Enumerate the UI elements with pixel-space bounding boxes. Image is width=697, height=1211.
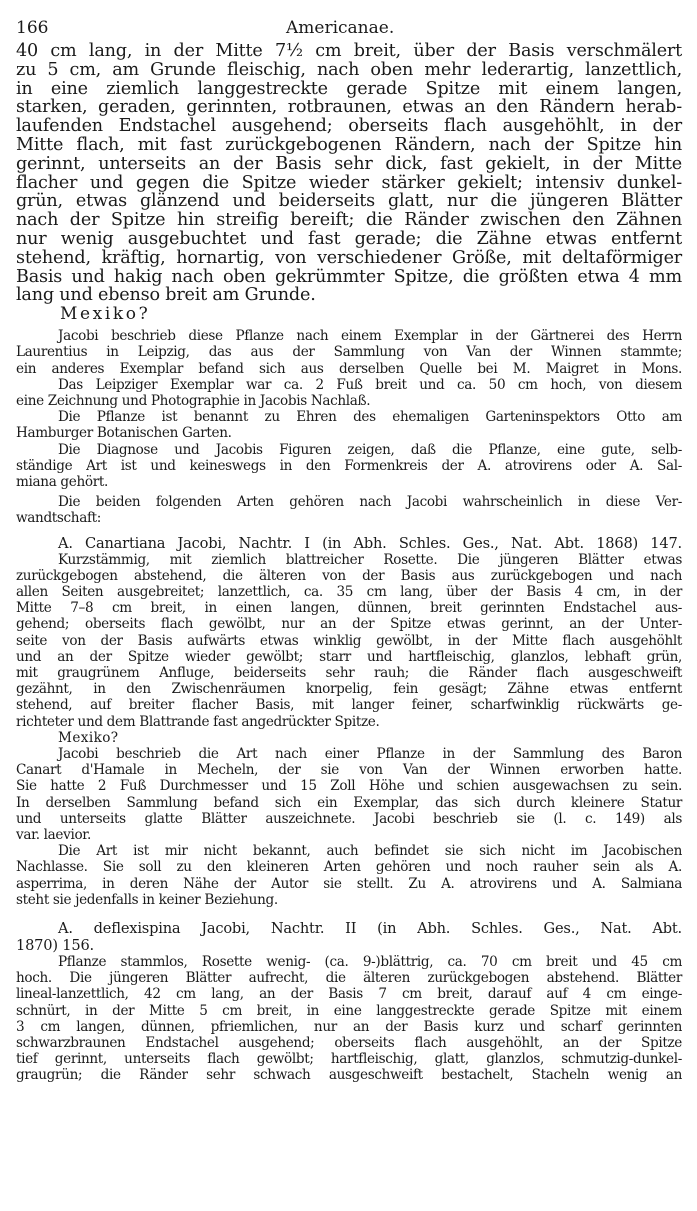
text-line: var. laevior. [16,827,91,844]
text-line: Sie hatte 2 Fuß Durchmesser und 15 Zoll Höhe und schien ausgewachsen zu sein. [16,778,682,795]
text-line: Nachlasse. Sie soll zu den kleineren Arten gehören und noch rauher sein als A. [16,859,682,876]
text-line: allen Seiten ausgebreitet; lanzettlich, ca. 35 cm lang, über der Basis 4 cm, in der [16,584,682,600]
text-line: Basis und hakig nach oben gekrümmter Spitze, die größten etwa 4 mm [16,266,682,287]
species-heading: A. Canartiana Jacobi, Nachtr. I (in Abh. Schles. Ges., Nat. Abt. 1868) 147. [58,534,682,552]
text-line: hoch. Die jüngeren Blätter aufrecht, die älteren zurückgebogen abstehend. Blätter [16,970,682,987]
text-line: stehend, kräftig, hornartig, von verschiedener Größe, mit deltaförmiger [16,247,682,268]
text-line: starken, geraden, gerinnten, rotbraunen, etwas an den Rändern herab- [16,97,682,118]
text-line: Das Leipziger Exemplar war ca. 2 Fuß breit und ca. 50 cm hoch, von diesem [58,376,682,393]
text-line: asperrima, in deren Nähe der Autor sie stellt. Zu A. atrovirens und A. Salmiana [16,875,682,892]
locality-label: Mexiko? [58,729,119,746]
notes-block [16,328,682,526]
text-line: stehend, auf breiter flacher Basis, mit langer feiner, scharfwinklig rückwärts ge- [16,697,682,714]
species-description [16,552,682,730]
text-line: Die Pflanze ist benannt zu Ehren des ehemaligen Garteninspektors Otto am [58,409,682,426]
text-line: und unterseits glatte Blätter auszeichnete. Jacobi beschrieb sie (l. c. 149) als [16,810,682,827]
text-line: Jacobi beschrieb diese Pflanze nach einem Exemplar in der Gärtnerei des Herrn [58,328,682,345]
text-line: tief gerinnt, unterseits flach gewölbt; hartfleischig, glatt, glanzlos, schmutzig-dunkel- [16,1051,682,1068]
text-line: richteter und dem Blattrande fast angedrückter Spitze. [16,713,380,730]
text-line: grün, etwas glänzend und beiderseits glatt, nur die jüngeren Blätter [16,191,682,212]
leaf-description [16,42,682,305]
text-line: In derselben Sammlung befand sich ein Exemplar, das sich durch kleinere Statur [16,794,682,811]
species-description [16,954,682,1084]
text-line: schnürt, in der Mitte 5 cm breit, in eine langgestreckte gerade Spitze mit einem [16,1002,682,1019]
text-line: Pflanze stammlos, Rosette wenig- (ca. 9-)blättrig, ca. 70 cm breit und 45 cm [58,954,682,971]
text-line: Kurzstämmig, mit ziemlich blattreicher Rosette. Die jüngeren Blätter etwas [58,551,682,568]
text-line: Mitte flach, mit fast zurückgebogenen Rändern, nach der Spitze hin [16,134,682,155]
text-line: nur wenig ausgebuchtet und fast gerade; die Zähne etwas entfernt [16,228,682,249]
text-line: Die Diagnose und Jacobis Figuren zeigen, daß die Pflanze, eine gute, selb- [58,441,682,458]
book-page [16,18,682,1084]
locality-label: Mexiko? [60,304,151,325]
text-line: Die Art ist mir nicht bekannt, auch befindet sie sich nicht im Jacobischen [58,843,682,860]
text-line: Die beiden folgenden Arten gehören nach Jacobi wahrscheinlich in diese Ver- [58,494,682,511]
notes-block [16,746,682,908]
text-line: nach der Spitze hin streifig bereift; die Ränder zwischen den Zähnen [16,210,682,231]
text-line: lineal-lanzettlich, 42 cm lang, an der Basis 7 cm breit, darauf auf 4 cm einge- [16,986,682,1003]
text-line: gezähnt, in den Zwischenräumen knorpelig, fein gesägt; Zähne etwas entfernt [16,681,682,698]
text-line: Canart d'Hamale in Mecheln, der sie von Van der Winnen erworben hatte. [16,762,682,779]
text-line: gerinnt, unterseits an der Basis sehr dick, fast gekielt, in der Mitte [16,153,682,174]
text-line: Mitte 7–8 cm breit, in einen langen, dünnen, breit gerinnten Endstachel aus- [16,600,682,617]
text-line: Jacobi beschrieb die Art nach einer Pflanze in der Sammlung des Baron [58,746,682,763]
text-line: 3 cm langen, dünnen, pfriemlichen, nur an der Basis kurz und scharf gerinnten [16,1018,682,1035]
text-line: zurückgebogen abstehend, die älteren von der Basis aus zurückgebogen und nach [16,567,682,584]
text-line: zu 5 cm, am Grunde fleischig, nach oben mehr lederartig, lanzettlich, [16,59,682,80]
text-line: gehend; oberseits flach gewölbt, nur an der Spitze etwas gerinnt, an der Unter- [16,616,682,633]
species-heading: A. deflexispina Jacobi, Nachtr. II (in Abh. Schles. Ges., Nat. Abt. [58,920,682,938]
text-line: Hamburger Botanischen Garten. [16,425,232,442]
text-line: 40 cm lang, in der Mitte 7½ cm breit, über der Basis verschmälert [16,41,682,61]
page-header [16,18,682,42]
text-line: flacher und gegen die Spitze wieder stärker gekielt; intensiv dunkel- [16,172,682,193]
text-line: ständige Art ist und keineswegs in den Formenkreis der A. atrovirens oder A. Sal- [16,457,682,474]
text-line: miana gehört. [16,473,108,490]
species-heading-cont: 1870) 156. [16,937,94,955]
text-line: laufenden Endstachel ausgehend; oberseits flach ausgehöhlt, in der [16,116,682,137]
text-line: Laurentius in Leipzig, das aus der Sammlung von Van der Winnen stammte; [16,344,682,361]
text-line: wandtschaft: [16,510,101,527]
running-title: Americanae. [286,18,395,38]
text-line: graugrün; die Ränder sehr schwach ausgeschweift bestachelt, Stacheln wenig an [16,1067,682,1084]
text-line: lang und ebenso breit am Grunde. [16,285,316,306]
text-line: eine Zeichnung und Photographie in Jacobis Nachlaß. [16,392,371,409]
text-line: schwarzbraunen Endstachel ausgehend; oberseits flach ausgehöhlt, an der Spitze [16,1035,682,1052]
text-line: steht sie jedenfalls in keiner Beziehung. [16,891,278,908]
text-line: seite von der Basis aufwärts etwas winklig gewölbt, in der Mitte flach ausgehöhlt [16,632,682,649]
text-line: in eine ziemlich langgestreckte gerade Spitze mit einem langen, [16,78,682,99]
text-line: ein anderes Exemplar befand sich aus derselben Quelle bei M. Maigret in Mons. [16,360,682,377]
page-number: 166 [16,18,49,38]
text-line: mit graugrünem Anfluge, beiderseits sehr rauh; die Ränder flach ausgeschweift [16,665,682,682]
text-line: und an der Spitze wieder gewölbt; starr und hartfleischig, glanzlos, lebhaft grün, [16,648,682,665]
